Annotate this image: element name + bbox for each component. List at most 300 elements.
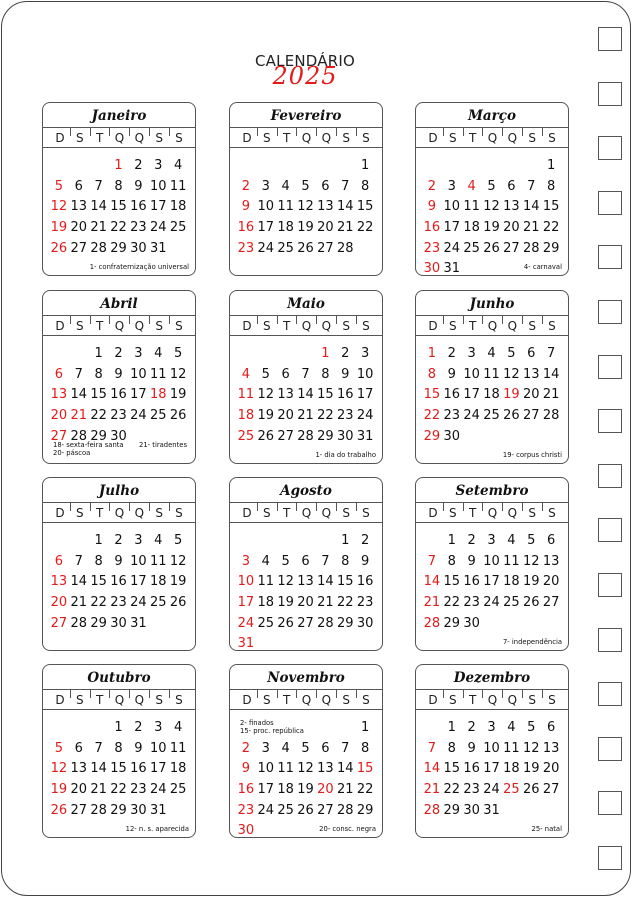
weekday-label: T	[468, 693, 477, 707]
column-divider	[70, 690, 71, 698]
day-cell: 30	[336, 428, 354, 444]
column-divider	[522, 316, 523, 324]
day-cell: 21	[70, 595, 88, 611]
day-cell: 19	[257, 408, 275, 424]
day-cell	[482, 427, 502, 448]
day-cell	[89, 156, 109, 177]
column-divider	[296, 503, 297, 511]
calendar-year: 2025	[272, 62, 338, 90]
side-checkbox[interactable]	[598, 300, 622, 324]
column-divider	[129, 690, 130, 698]
day-cell: 3	[134, 346, 143, 361]
side-checkbox[interactable]	[598, 682, 622, 706]
day-cell: 28	[336, 802, 354, 818]
month-name: Setembro	[416, 478, 568, 503]
week-row	[236, 385, 375, 406]
weekday-label: S	[263, 506, 271, 520]
day-cell: 24	[463, 408, 480, 424]
day-cell: 8	[341, 553, 350, 569]
holiday-note: 19- corpus christi	[502, 451, 562, 459]
week-row	[236, 406, 375, 427]
day-cell: 1	[321, 346, 330, 361]
day-cell: 27	[70, 802, 88, 818]
day-cell: 3	[487, 533, 496, 548]
day-cell: 15	[443, 574, 461, 590]
day-cell: 20	[317, 782, 334, 798]
weekday-label: S	[155, 131, 163, 145]
day-cell: 17	[356, 387, 374, 403]
day-cell: 23	[237, 240, 255, 256]
day-cell	[89, 718, 109, 739]
week-row	[49, 531, 188, 552]
day-cell: 13	[70, 761, 88, 777]
holiday-note: 2- finados	[240, 719, 274, 727]
month-card-outubro	[42, 664, 196, 838]
column-divider	[356, 690, 357, 698]
day-cell: 20	[317, 220, 334, 236]
weekday-header	[416, 690, 568, 710]
holiday-note: 4- carnaval	[523, 263, 562, 271]
side-checkbox[interactable]	[598, 573, 622, 597]
week-row	[49, 780, 188, 801]
column-divider	[109, 690, 110, 698]
day-cell	[335, 156, 355, 177]
day-cell: 8	[447, 740, 456, 756]
day-cell: 26	[169, 408, 187, 424]
day-cell: 20	[50, 595, 68, 611]
day-cell: 11	[277, 199, 294, 215]
weekday-label: S	[548, 693, 556, 707]
side-checkbox[interactable]	[598, 355, 622, 379]
weekday-label: S	[263, 693, 271, 707]
day-cell: 17	[443, 220, 461, 236]
day-cell: 28	[542, 408, 560, 424]
side-checkbox[interactable]	[598, 791, 622, 815]
day-cell: 16	[336, 387, 354, 403]
week-row	[422, 218, 561, 239]
day-cell: 31	[149, 802, 167, 818]
day-cell	[521, 427, 541, 448]
day-cell: 3	[261, 740, 270, 756]
week-row	[422, 739, 561, 760]
holiday-note: 15- proc. república	[240, 727, 304, 735]
weekday-label: D	[428, 319, 438, 333]
day-cell: 10	[483, 740, 500, 756]
month-name: Novembro	[230, 665, 382, 690]
week-row	[49, 218, 188, 239]
week-row	[236, 739, 375, 760]
column-divider	[482, 503, 483, 511]
day-cell	[296, 156, 316, 177]
day-cell	[521, 614, 541, 635]
day-cell: 5	[487, 178, 496, 194]
column-divider	[316, 316, 317, 324]
day-cell: 29	[423, 428, 441, 444]
column-divider	[316, 690, 317, 698]
day-cell: 8	[94, 366, 103, 382]
week-row	[49, 718, 188, 739]
weekday-label: D	[428, 693, 438, 707]
side-checkbox[interactable]	[598, 846, 622, 870]
day-cell: 22	[336, 595, 354, 611]
weekday-label: S	[528, 131, 536, 145]
day-cell	[355, 634, 375, 651]
day-cell: 17	[237, 595, 255, 611]
column-divider	[542, 503, 543, 511]
day-cell: 19	[169, 574, 187, 590]
weekday-label: T	[95, 506, 104, 520]
day-cell: 23	[237, 802, 255, 818]
day-cell: 27	[542, 782, 560, 798]
column-divider	[277, 128, 278, 136]
day-cell: 9	[467, 553, 476, 569]
day-cell: 18	[257, 595, 275, 611]
day-cell	[462, 156, 482, 177]
column-divider	[90, 128, 91, 136]
column-divider	[463, 316, 464, 324]
month-card-março	[415, 102, 569, 276]
day-cell: 27	[70, 240, 88, 256]
side-checkbox[interactable]	[598, 737, 622, 761]
column-divider	[316, 128, 317, 136]
day-cell: 22	[90, 595, 107, 611]
day-cell	[315, 531, 335, 552]
day-cell: 5	[507, 346, 516, 361]
day-cell: 29	[90, 615, 107, 631]
day-cell	[315, 634, 335, 651]
day-cell: 27	[317, 802, 334, 818]
day-cell: 27	[50, 615, 68, 631]
day-cell: 23	[130, 782, 147, 798]
day-cell: 5	[301, 178, 310, 194]
column-divider	[70, 316, 71, 324]
day-cell: 24	[483, 595, 500, 611]
week-row	[49, 593, 188, 614]
column-divider	[257, 316, 258, 324]
week-row	[49, 365, 188, 386]
day-cell: 30	[110, 428, 127, 444]
day-cell: 16	[237, 782, 255, 798]
weekday-label: Q	[301, 131, 312, 145]
day-cell	[296, 634, 316, 651]
holiday-note: 12- n. s. aparecida	[125, 825, 189, 833]
week-row	[49, 156, 188, 177]
column-divider	[522, 690, 523, 698]
side-checkbox[interactable]	[598, 136, 622, 160]
day-cell: 4	[507, 720, 516, 735]
day-cell: 6	[54, 366, 64, 382]
day-cell: 26	[277, 615, 294, 631]
day-cell: 1	[447, 533, 456, 548]
day-cell: 13	[542, 553, 560, 569]
side-checkbox[interactable]	[598, 628, 622, 652]
day-cell: 28	[297, 428, 314, 444]
day-cell: 12	[257, 387, 275, 403]
column-divider	[482, 128, 483, 136]
weekday-label: S	[449, 131, 457, 145]
day-cell: 18	[149, 574, 167, 590]
day-cell: 7	[427, 553, 437, 569]
day-cell: 31	[356, 428, 374, 444]
day-cell: 8	[546, 178, 556, 194]
column-divider	[90, 503, 91, 511]
day-cell: 19	[277, 595, 294, 611]
weekday-label: Q	[134, 693, 145, 707]
side-checkbox[interactable]	[598, 464, 622, 488]
column-divider	[356, 128, 357, 136]
day-cell	[236, 156, 256, 177]
column-divider	[277, 316, 278, 324]
weekday-label: Q	[134, 506, 145, 520]
day-cell: 6	[74, 740, 83, 756]
day-cell: 15	[317, 387, 334, 403]
column-divider	[149, 690, 150, 698]
day-cell: 6	[546, 720, 556, 735]
day-cell: 19	[50, 782, 68, 798]
day-cell: 2	[341, 346, 350, 361]
day-cell: 26	[50, 802, 68, 818]
week-row	[236, 552, 375, 573]
day-cell: 10	[149, 740, 167, 756]
day-cell: 7	[527, 178, 536, 194]
day-cell: 20	[542, 761, 560, 777]
days-grid	[230, 531, 382, 651]
days-grid	[43, 718, 195, 821]
day-cell: 9	[467, 740, 476, 756]
day-cell	[462, 427, 482, 448]
day-cell: 15	[110, 199, 127, 215]
weekday-label: D	[428, 506, 438, 520]
day-cell: 26	[257, 428, 275, 444]
column-divider	[443, 690, 444, 698]
weekday-label: D	[242, 506, 252, 520]
day-cell: 23	[110, 595, 127, 611]
day-cell: 31	[237, 636, 255, 651]
week-row	[422, 427, 561, 448]
day-cell: 3	[467, 346, 476, 361]
column-divider	[336, 690, 337, 698]
week-row	[49, 552, 188, 573]
day-cell: 26	[50, 240, 68, 256]
day-cell: 10	[149, 178, 167, 194]
side-checkbox[interactable]	[598, 245, 622, 269]
side-checkbox[interactable]	[598, 82, 622, 106]
week-row	[422, 365, 561, 386]
side-checkbox[interactable]	[598, 409, 622, 433]
column-divider	[169, 128, 170, 136]
day-cell: 22	[90, 408, 107, 424]
day-cell: 25	[257, 615, 275, 631]
day-cell: 10	[257, 199, 275, 215]
day-cell: 2	[134, 158, 143, 173]
week-row	[236, 218, 375, 239]
month-name: Julho	[43, 478, 195, 503]
week-row	[236, 344, 375, 365]
day-cell: 25	[277, 240, 294, 256]
day-cell: 13	[522, 366, 540, 382]
day-cell	[501, 801, 521, 822]
weekday-label: Q	[321, 693, 332, 707]
weekday-label: S	[449, 319, 457, 333]
day-cell	[335, 634, 355, 651]
weekday-label: Q	[507, 131, 518, 145]
day-cell: 4	[154, 533, 163, 548]
column-divider	[482, 316, 483, 324]
day-cell	[168, 239, 188, 260]
day-cell: 30	[423, 261, 441, 276]
day-cell: 25	[463, 240, 480, 256]
day-cell: 26	[503, 408, 520, 424]
day-cell	[148, 614, 168, 635]
weekday-label: Q	[507, 319, 518, 333]
day-cell: 21	[297, 408, 314, 424]
month-card-novembro	[229, 664, 383, 838]
column-divider	[149, 503, 150, 511]
weekday-label: Q	[487, 131, 498, 145]
day-cell: 23	[130, 220, 147, 236]
day-cell: 18	[169, 761, 187, 777]
day-cell: 5	[527, 533, 536, 548]
day-cell	[422, 718, 442, 739]
holiday-note: 18- sexta-feira santa	[53, 441, 124, 449]
day-cell: 27	[277, 428, 294, 444]
month-card-maio	[229, 290, 383, 464]
day-cell: 16	[463, 761, 480, 777]
day-cell: 21	[90, 782, 107, 798]
day-cell: 14	[336, 761, 354, 777]
week-row	[422, 156, 561, 177]
days-grid	[416, 531, 568, 634]
column-divider	[356, 316, 357, 324]
day-cell: 11	[463, 199, 480, 215]
side-checkbox[interactable]	[598, 191, 622, 215]
day-cell: 22	[542, 220, 560, 236]
day-cell: 28	[70, 615, 88, 631]
weekday-label: S	[548, 131, 556, 145]
day-cell: 16	[110, 387, 127, 403]
day-cell: 9	[134, 178, 143, 194]
day-cell: 7	[321, 553, 330, 569]
day-cell: 11	[149, 366, 167, 382]
weekday-label: D	[55, 131, 65, 145]
day-cell: 7	[74, 366, 83, 382]
day-cell: 1	[94, 533, 103, 548]
month-card-setembro	[415, 477, 569, 651]
day-cell: 19	[503, 387, 520, 403]
weekday-label: D	[242, 319, 252, 333]
week-row	[422, 614, 561, 635]
weekday-header	[43, 690, 195, 710]
day-cell: 14	[317, 574, 334, 590]
day-cell: 14	[542, 366, 560, 382]
column-divider	[169, 316, 170, 324]
day-cell: 2	[114, 533, 123, 548]
day-cell: 10	[257, 761, 275, 777]
day-cell: 22	[110, 782, 127, 798]
day-cell: 12	[297, 761, 314, 777]
day-cell	[541, 427, 561, 448]
day-cell: 6	[321, 178, 330, 194]
weekday-label: T	[468, 131, 477, 145]
day-cell: 14	[423, 574, 441, 590]
day-cell: 28	[336, 240, 354, 256]
day-cell: 23	[443, 408, 461, 424]
day-cell: 24	[443, 240, 461, 256]
day-cell	[482, 259, 502, 276]
column-divider	[109, 128, 110, 136]
weekday-label: Q	[487, 319, 498, 333]
side-checkbox[interactable]	[598, 27, 622, 51]
day-cell: 11	[169, 740, 187, 756]
day-cell: 4	[281, 178, 290, 194]
holiday-note: 25- natal	[531, 825, 562, 833]
day-cell	[49, 718, 69, 739]
side-checkbox[interactable]	[598, 518, 622, 542]
day-cell: 30	[356, 615, 374, 631]
day-cell: 22	[317, 408, 334, 424]
day-cell: 17	[463, 387, 480, 403]
weekday-label: Q	[507, 506, 518, 520]
column-divider	[277, 690, 278, 698]
day-cell: 31	[443, 261, 461, 276]
day-cell: 1	[114, 720, 123, 735]
month-card-abril	[42, 290, 196, 464]
column-divider	[482, 690, 483, 698]
days-grid	[43, 531, 195, 634]
day-cell	[482, 156, 502, 177]
day-cell: 28	[70, 428, 88, 444]
day-cell: 11	[257, 574, 275, 590]
day-cell: 7	[94, 740, 103, 756]
day-cell: 3	[241, 553, 251, 569]
day-cell: 29	[317, 428, 334, 444]
day-cell: 12	[483, 199, 500, 215]
week-row	[236, 427, 375, 448]
weekday-label: S	[263, 319, 271, 333]
day-cell: 20	[542, 574, 560, 590]
holiday-note: 1- confraternização universal	[89, 263, 189, 271]
day-cell: 29	[356, 802, 374, 818]
days-grid	[416, 156, 568, 276]
column-divider	[356, 503, 357, 511]
week-row	[49, 801, 188, 822]
day-cell: 18	[483, 387, 500, 403]
day-cell: 27	[522, 408, 540, 424]
weekday-label: T	[95, 693, 104, 707]
day-cell: 24	[130, 408, 147, 424]
week-row	[49, 759, 188, 780]
day-cell	[296, 821, 316, 838]
column-divider	[522, 503, 523, 511]
day-cell: 3	[360, 346, 370, 361]
day-cell: 4	[261, 553, 270, 569]
weekday-label: D	[242, 693, 252, 707]
week-row	[422, 801, 561, 822]
day-cell	[482, 614, 502, 635]
weekday-label: S	[342, 693, 350, 707]
weekday-label: T	[468, 506, 477, 520]
day-cell: 26	[297, 240, 314, 256]
day-cell: 28	[522, 240, 540, 256]
weekday-label: Q	[114, 506, 125, 520]
day-cell: 29	[542, 240, 560, 256]
day-cell: 11	[277, 761, 294, 777]
day-cell: 11	[169, 178, 187, 194]
week-row	[236, 197, 375, 218]
weekday-label: T	[468, 319, 477, 333]
week-row	[236, 156, 375, 177]
column-divider	[336, 316, 337, 324]
